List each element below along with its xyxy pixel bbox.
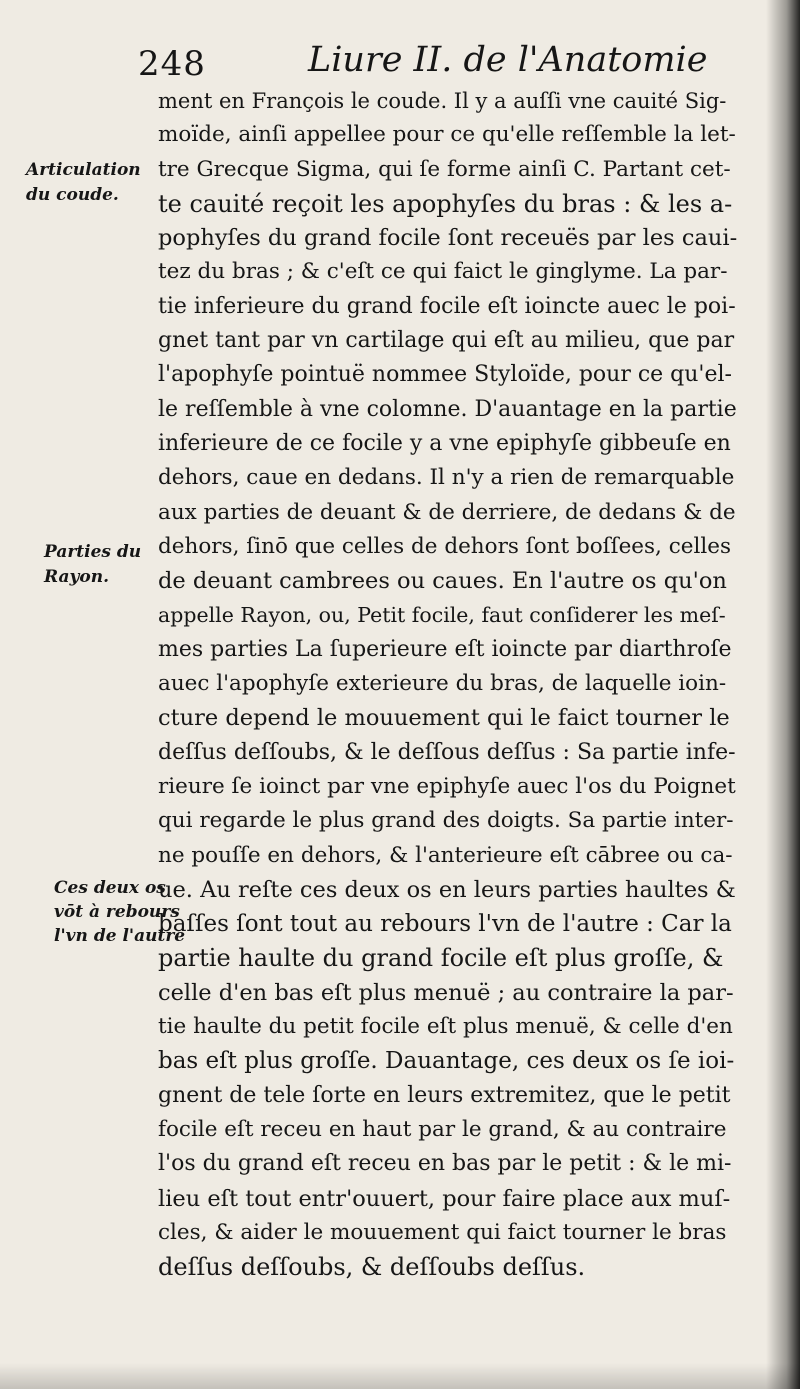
text-line: deſſus deſſoubs, & deſſoubs deſſus.: [158, 1253, 586, 1282]
text-line: tie inferieure du grand focile eſt ioincte auec le poi-: [158, 293, 736, 319]
text-line: celle d'en bas eſt plus menuë ; au contraire la par-: [158, 979, 734, 1006]
text-line: rieure ſe ioinct par vne epiphyſe auec l'os du Poignet: [158, 773, 736, 799]
text-line: moïde, ainſi appellee pour ce qu'elle reſſemble la let-: [158, 122, 736, 148]
text-line: baſſes ſont tout au rebours l'vn de l'autre : Car la: [158, 911, 732, 938]
text-line: tez du bras ; & c'eſt ce qui faict le ginglyme. La par-: [158, 259, 728, 285]
page-gutter-shadow: [766, 0, 800, 1389]
margin-note-line: Ces deux os: [54, 878, 166, 898]
text-line: dehors, caue en dedans. Il n'y a rien de remarquable: [158, 465, 735, 491]
margin-note-line: vōt à rebours: [54, 902, 180, 922]
page-bottom-shadow: [0, 1363, 800, 1389]
margin-note-line: Rayon.: [44, 567, 110, 587]
text-line: pophyſes du grand focile ſont receuës par les caui-: [158, 225, 738, 252]
margin-note-rayon: [44, 540, 141, 590]
text-line: l'apophyſe pointuë nommee Styloïde, pour ce qu'el-: [158, 362, 732, 388]
text-line: le reſſemble à vne colomne. D'auantage en la partie: [158, 396, 737, 422]
text-line: mes parties La ſuperieure eſt ioincte par diarthroſe: [158, 636, 732, 662]
text-line: lieu eſt tout entr'ouuert, pour faire place aux muſ-: [158, 1185, 731, 1212]
text-line: qui regarde le plus grand des doigts. Sa partie inter-: [158, 808, 734, 834]
text-line: tie haulte du petit focile eſt plus menuë, & celle d'en: [158, 1014, 733, 1040]
text-line: ue. Au reſte ces deux os en leurs parties haultes &: [158, 876, 736, 903]
margin-note-line: Articulation: [26, 160, 141, 180]
text-line: tre Grecque Sigma, qui ſe forme ainſi C. Partant cet-: [158, 156, 731, 182]
text-line: appelle Rayon, ou, Petit focile, faut conſiderer les meſ-: [158, 603, 726, 628]
text-line: gnet tant par vn cartilage qui eſt au milieu, que par: [158, 328, 735, 354]
text-line: cture depend le mouuement qui le faict tourner le: [158, 705, 730, 732]
text-line: cles, & aider le mouuement qui faict tourner le bras: [158, 1219, 727, 1245]
margin-note-line: Parties du: [44, 542, 142, 562]
margin-note-articulation: [26, 158, 141, 208]
text-line: te cauité reçoit les apophyſes du bras : & les a-: [158, 189, 733, 218]
text-line: gnent de tele ſorte en leurs extremitez, que le petit: [158, 1082, 731, 1108]
text-line: inferieure de ce focile y a vne epiphyſe gibbeuſe en: [158, 430, 731, 456]
text-line: l'os du grand eſt receu en bas par le petit : & le mi-: [158, 1151, 732, 1177]
running-head: Liure II. de l'Anatomie: [308, 40, 708, 80]
text-line: ment en François le coude. Il y a auſſi vne cauité Sig-: [158, 89, 727, 113]
text-line: auec l'apophyſe exterieure du bras, de laquelle ioin-: [158, 671, 727, 697]
text-line: focile eſt receu en haut par le grand, & au contraire: [158, 1116, 727, 1142]
margin-note-line: l'vn de l'autre: [54, 926, 186, 946]
text-line: aux parties de deuant & de derriere, de dedans & de: [158, 499, 736, 525]
page-number: 248: [138, 44, 206, 84]
text-line: ne pouſſe en dehors, & l'anterieure eſt cābree ou ca-: [158, 842, 733, 868]
text-line: partie haulte du grand focile eſt plus groſſe, &: [158, 944, 724, 973]
body-text: [158, 84, 738, 1284]
text-line: dehors, ſinō que celles de dehors ſont boſſees, celles: [158, 533, 732, 559]
text-line: bas eſt plus groſſe. Dauantage, ces deux os ſe ioi-: [158, 1048, 735, 1075]
text-line: de deuant cambrees ou caues. En l'autre os qu'on: [158, 568, 727, 595]
text-line: deſſus deſſoubs, & le deſſous deſſus : Sa partie infe-: [158, 739, 736, 765]
margin-note-line: du coude.: [26, 185, 119, 205]
